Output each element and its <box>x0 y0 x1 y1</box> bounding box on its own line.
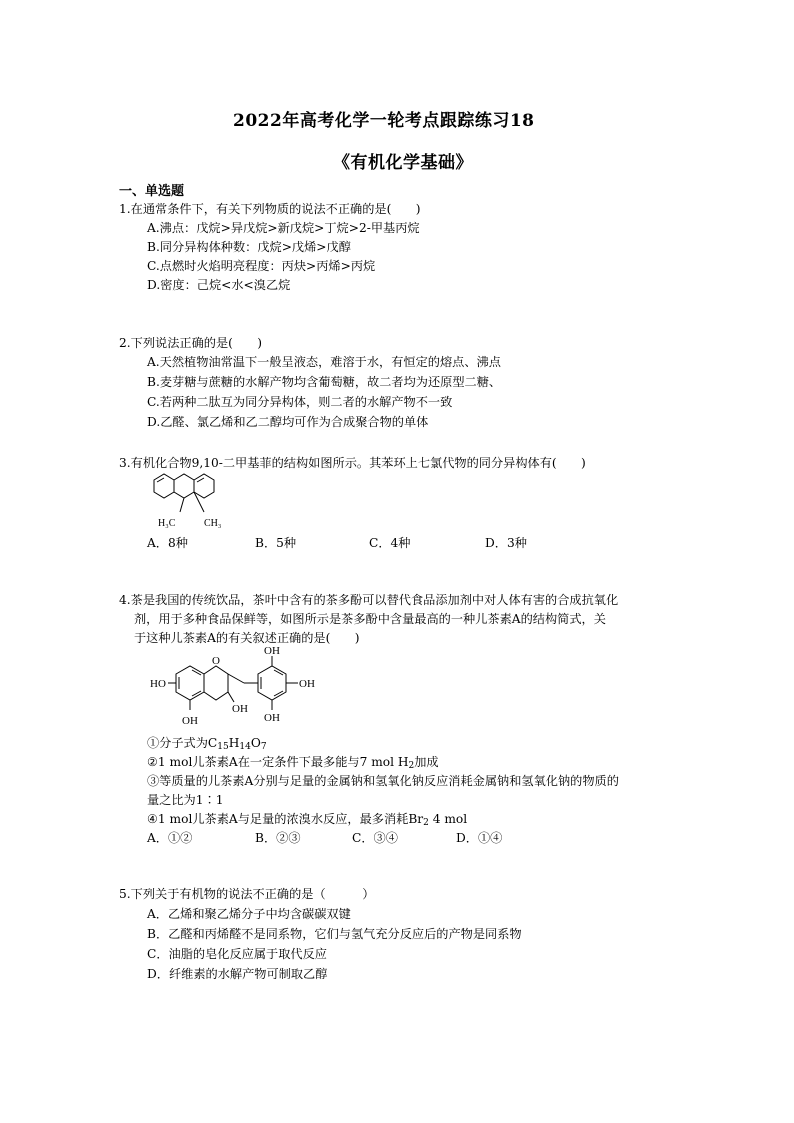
statement-1: ①分子式为$C_{15}H_{14}O_7$ <box>147 736 267 752</box>
option-a: A．8种 <box>147 536 188 550</box>
question-stem: 3.有机化合物9,10-二甲基菲的结构如图所示。其苯环上七氯代物的同分异构体有( ) <box>119 456 586 470</box>
question-stem-line-3: 于这种儿茶素A的有关叙述正确的是( ) <box>134 631 360 645</box>
methyl-label-right: CH₃ <box>204 518 222 529</box>
question-stem-line-1: 4.茶是我国的传统饮品，茶叶中含有的茶多酚可以替代食品添加剂中对人体有害的合成抗氧化 <box>119 593 619 607</box>
option-d: D．3种 <box>485 536 527 550</box>
question-stem-line-2: 剂，用于多种食品保鲜等，如图所示是茶多酚中含量最高的一种儿茶素A的结构简式，关 <box>134 612 606 626</box>
ho-label-a: HO <box>150 678 166 690</box>
option-a: A．乙烯和聚乙烯分子中均含碳碳双键 <box>147 907 351 921</box>
option-c: C．油脂的皂化反应属于取代反应 <box>147 947 327 961</box>
statement-4: ④1 mol儿茶素A与足量的浓溴水反应，最多消耗$Br_2$ 4 mol <box>147 812 468 828</box>
option-c: C．4种 <box>369 536 411 550</box>
oh-label-b-right: OH <box>299 678 315 690</box>
option-a: A.沸点：戊烷>异戊烷>新戊烷>丁烷>2-甲基丙烷 <box>147 221 420 235</box>
option-b: B.同分异构体种数：戊烷>戊烯>戊醇 <box>147 240 351 254</box>
option-a: A．①② <box>147 831 193 845</box>
oh-label-b-bottom: OH <box>264 712 280 724</box>
option-b: B．5种 <box>255 536 297 550</box>
option-d: D.乙醛、氯乙烯和乙二醇均可作为合成聚合物的单体 <box>147 415 429 429</box>
question-stem: 5.下列关于有机物的说法不正确的是（ ） <box>119 887 375 901</box>
dimethylphenanthrene-structure <box>150 472 242 538</box>
statement-3-line-1: ③等质量的儿茶素A分别与足量的金属钠和氢氧化钠反应消耗金属钠和氢氧化钠的物质的 <box>147 774 619 788</box>
catechin-structure <box>148 642 338 738</box>
option-d: D.密度：己烷<水<溴乙烷 <box>147 278 291 292</box>
section-heading: 一、单选题 <box>119 184 185 199</box>
question-stem: 1.在通常条件下，有关下列物质的说法不正确的是( ) <box>119 202 421 216</box>
statement-2: ②1 mol儿茶素A在一定条件下最多能与7 mol $H_2$加成 <box>147 755 439 771</box>
option-b: B．乙醛和丙烯醛不是同系物，它们与氢气充分反应后的产物是同系物 <box>147 927 522 941</box>
document-subtitle: 《有机化学基础》 <box>333 153 473 173</box>
methyl-label-left: H₃C <box>158 518 176 529</box>
option-a: A.天然植物油常温下一般呈液态，难溶于水，有恒定的熔点、沸点 <box>147 355 501 369</box>
statement-3-line-2: 量之比为1∶1 <box>147 793 224 807</box>
oh-label-b-top: OH <box>264 645 280 657</box>
option-c: C.点燃时火焰明亮程度：丙炔>丙烯>丙烷 <box>147 259 376 273</box>
ring-oxygen-label: O <box>212 655 220 667</box>
option-d: D．①④ <box>456 831 503 845</box>
option-b: B.麦芽糖与蔗糖的水解产物均含葡萄糖，故二者均为还原型二糖、 <box>147 375 502 389</box>
question-stem: 2.下列说法正确的是( ) <box>119 336 263 350</box>
oh-label-c: OH <box>232 703 248 715</box>
oh-label-a-bottom: OH <box>182 715 198 727</box>
document-title: 2022年高考化学一轮考点跟踪练习18 <box>233 111 535 131</box>
option-b: B．②③ <box>255 831 301 845</box>
option-c: C．③④ <box>352 831 398 845</box>
option-c: C.若两种二肽互为同分异构体，则二者的水解产物不一致 <box>147 395 453 409</box>
option-d: D．纤维素的水解产物可制取乙醇 <box>147 967 328 981</box>
